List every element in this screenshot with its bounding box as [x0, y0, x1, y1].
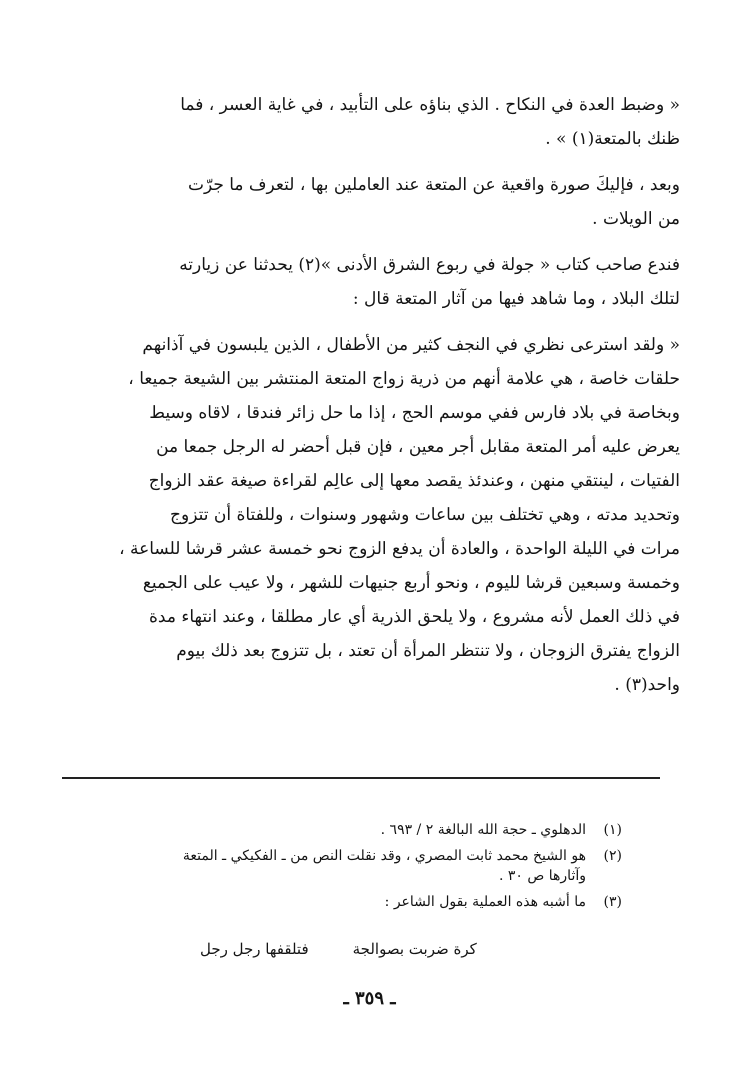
- footnote-number: (٢): [603, 848, 622, 864]
- footnote-number: (٣): [603, 894, 622, 910]
- page-number: ـ ٣٥٩ ـ: [343, 988, 396, 1009]
- footnote: [62, 846, 622, 886]
- text-line: واحد(٣) .: [614, 675, 680, 695]
- text-line: الزواج يفترق الزوجان ، ولا تنتظر المرأة أن تعتد ، بل تتزوج بعد ذلك بيوم: [176, 641, 680, 661]
- verse-hemistich: كرة ضربت بصوالجة: [352, 940, 477, 958]
- poetry-verse: [200, 938, 477, 960]
- footnotes: [62, 820, 622, 918]
- text-line: من الويلات .: [592, 209, 680, 229]
- footnote-divider: [62, 777, 660, 779]
- text-line: الفتيات ، لينتقي منهن ، وعندئذ يقصد معها إلى عالِم لقراءة صيغة عقد الزواج: [148, 471, 680, 491]
- footnote: [62, 892, 622, 912]
- text-line: وبعد ، فإليكَ صورة واقعية عن المتعة عند العاملين بها ، لتعرف ما جرّت: [187, 175, 680, 195]
- text-line: مرات في الليلة الواحدة ، والعادة أن يدفع الزوج نحو خمسة عشر قرشا للساعة ،: [119, 539, 680, 559]
- verse-hemistich: فتلقفها رجل رجل: [200, 940, 309, 958]
- footnote-text: وآثارها ص ٣٠ .: [498, 868, 586, 884]
- quoted-paragraph: [62, 328, 680, 702]
- text-line: وخمسة وسبعين قرشا لليوم ، ونحو أربع جنيهات للشهر ، ولا عيب على الجميع: [142, 573, 680, 593]
- text-line: « ولقد استرعى نظري في النجف كثير من الأطفال ، الذين يلبسون في آذانهم: [142, 335, 680, 355]
- footnote-text: الدهلوي ـ حجة الله البالغة ٢ / ٦٩٣ .: [380, 822, 586, 838]
- text-line: وتحديد مدته ، وهي تختلف بين ساعات وشهور وسنوات ، وللفتاة أن تتزوج: [170, 505, 680, 525]
- text-line: فندع صاحب كتاب « جولة في ربوع الشرق الأدنى »(٢) يحدثنا عن زيارته: [179, 255, 680, 275]
- paragraph: [62, 88, 680, 156]
- text-line: يعرض عليه أمر المتعة مقابل أجر معين ، فإن قبل أحضر له الرجل جمعا من: [156, 437, 680, 457]
- text-line: « وضبط العدة في النكاح . الذي بناؤه على التأبيد ، في غاية العسر ، فما: [180, 95, 680, 115]
- text-line: حلقات خاصة ، هي علامة أنهم من ذرية زواج المتعة المنتشر بين الشيعة جميعا ،: [128, 369, 680, 389]
- text-line: لتلك البلاد ، وما شاهد فيها من آثار المتعة قال :: [352, 289, 680, 309]
- paragraph: [62, 248, 680, 316]
- footnote: [62, 820, 622, 840]
- paragraph: [62, 168, 680, 236]
- footnote-text: ما أشبه هذه العملية بقول الشاعر :: [384, 894, 586, 910]
- footnote-number: (١): [603, 822, 622, 838]
- text-line: ظنك بالمتعة(١) » .: [545, 129, 680, 149]
- main-text: [62, 88, 680, 714]
- text-line: في ذلك العمل لأنه مشروع ، ولا يلحق الذرية أي عار مطلقا ، وعند انتهاء مدة: [148, 607, 680, 627]
- footnote-text: هو الشيخ محمد ثابت المصري ، وقد نقلت النص من ـ الفكيكي ـ المتعة: [182, 848, 586, 864]
- text-line: وبخاصة في بلاد فارس ففي موسم الحج ، إذا ما حل زائر فندقا ، لاقاه وسيط: [149, 403, 680, 423]
